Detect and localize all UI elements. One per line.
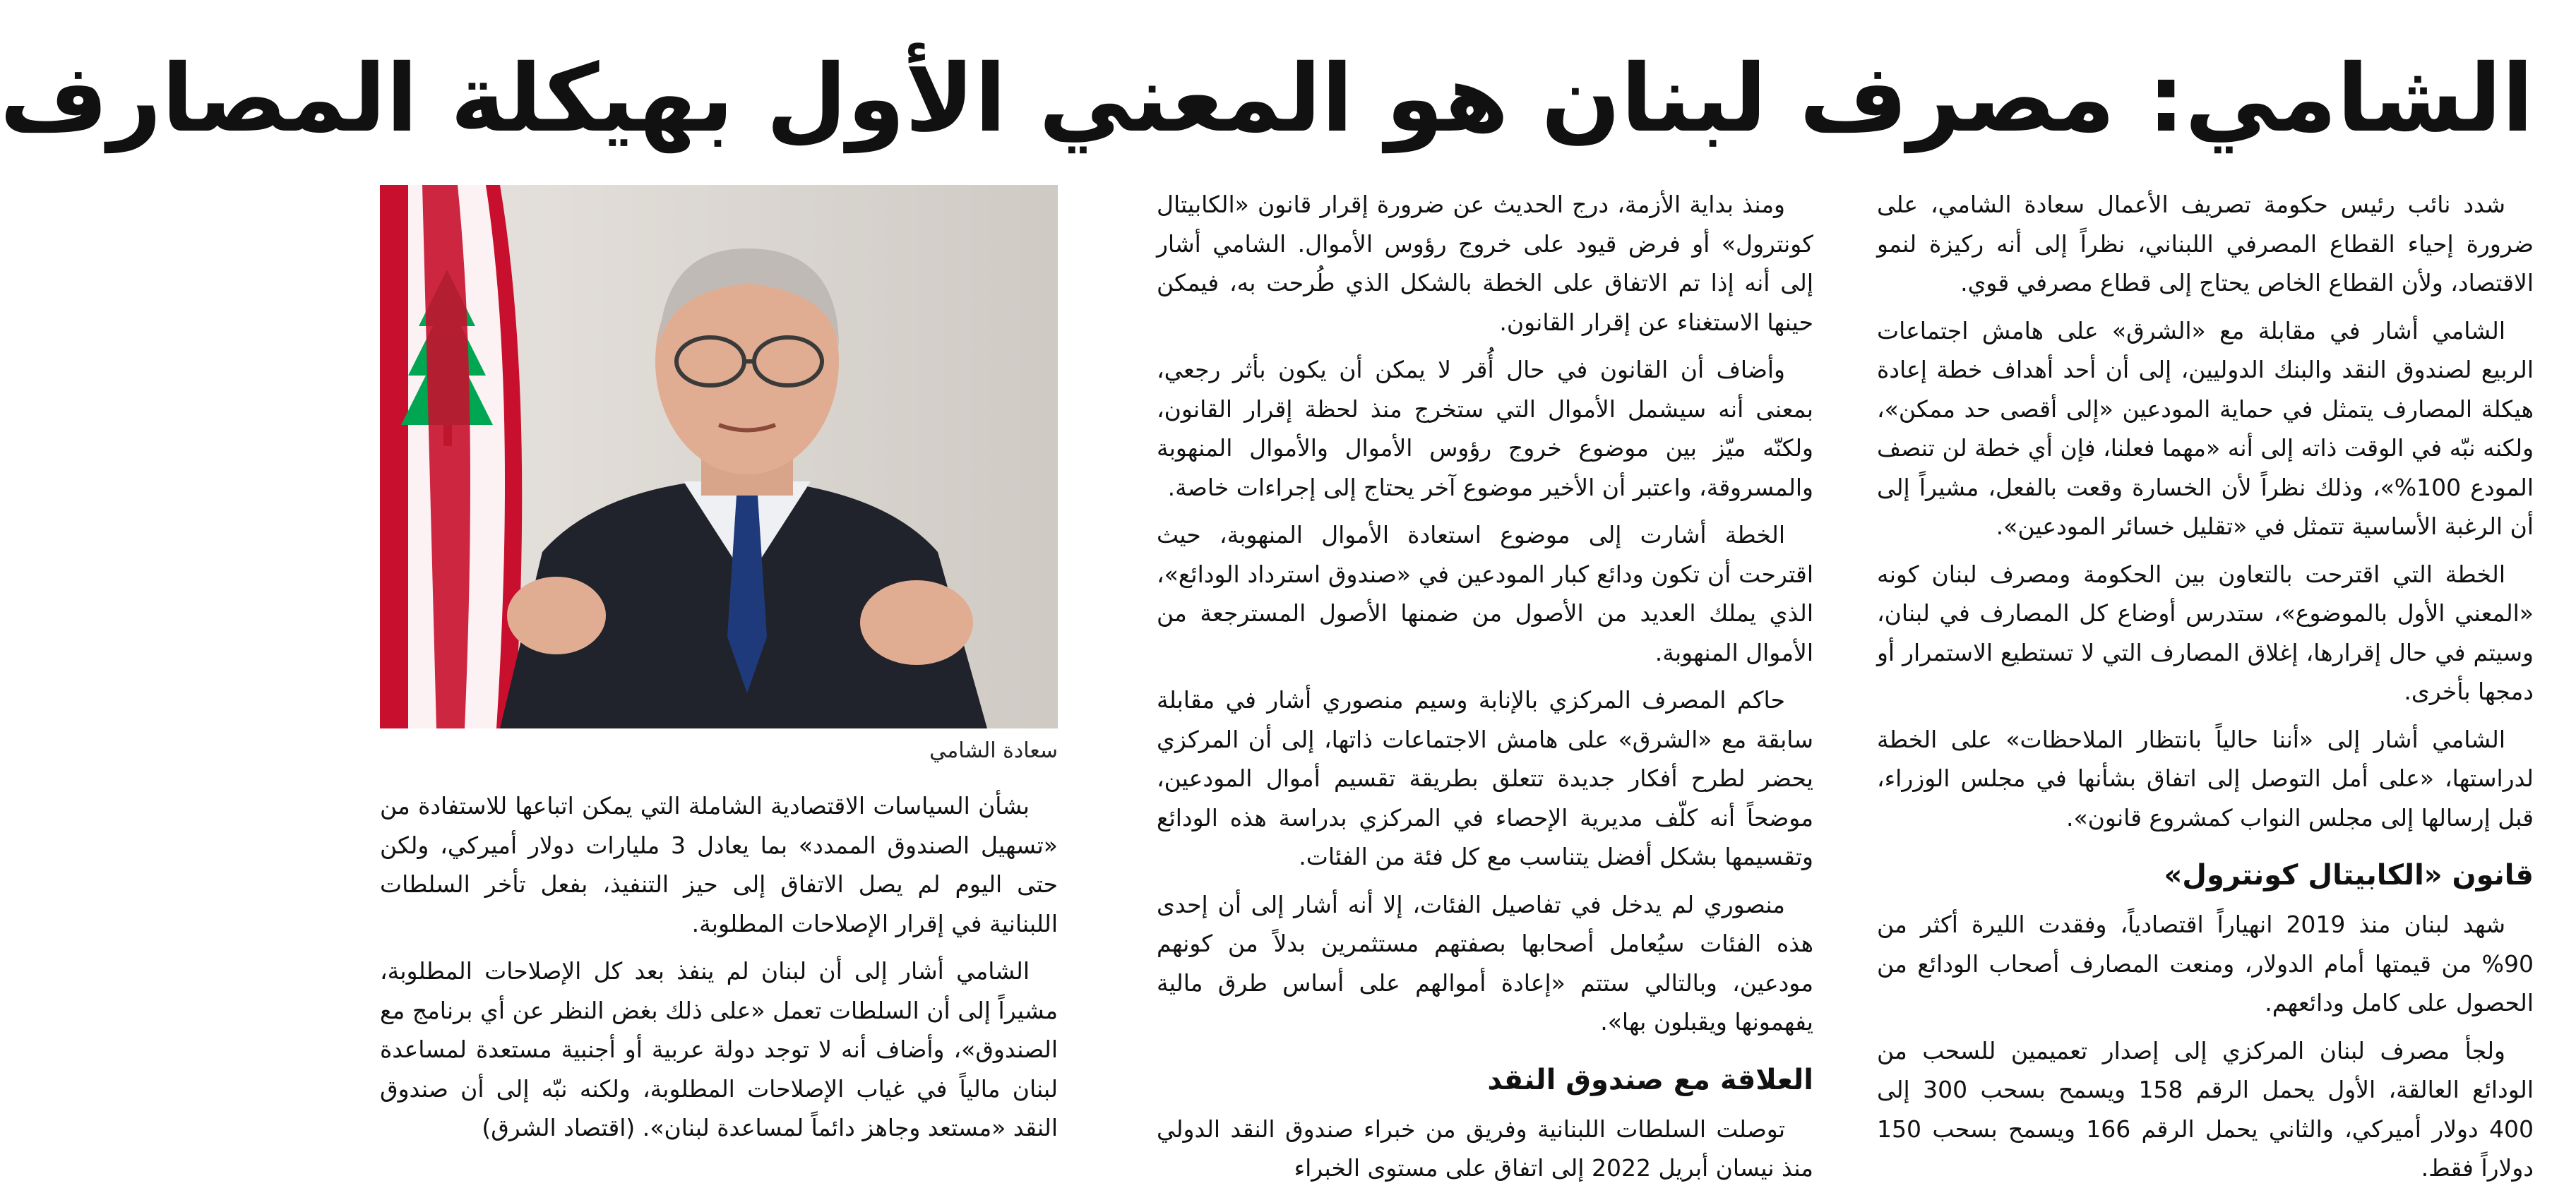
lebanese-flag [380, 185, 522, 728]
article-column-2 [1157, 185, 1813, 1182]
paragraph: الخطة أشارت إلى موضوع استعادة الأموال المنهوبة، حيث اقترحت أن تكون ودائع كبار المودعين في «صندوق استرداد الودائع»، الذي يملك العديد من الأصول من ضمنها الأصول المسترجعة من الأموال المنهوبة. [1157, 521, 1813, 666]
paragraph: حاكم المصرف المركزي بالإنابة وسيم منصوري أشار في مقابلة سابقة مع «الشرق» على هامش الاجتماعات ذاتها، إلى أن المركزي يحضر لطرح أفكار جديدة تتعلق بطريقة تقسيم أموال المودعين، موضحاً أنه كلّف مديرية الإحصاء في المركزي بدراسة هذه الودائع وتقسيمها بشكل أفضل يتناسب مع كل فئة من الفئات. [1157, 686, 1813, 870]
photo-caption: سعادة الشامي [929, 738, 1058, 763]
paragraph: شهد لبنان منذ 2019 انهياراً اقتصادياً، وفقدت الليرة أكثر من 90% من قيمتها أمام الدولار، ومنعت المصارف أصحاب الودائع من الحصول على كامل ودائعهم. [1877, 911, 2534, 1016]
article-column-3 [380, 185, 1058, 1173]
paragraph: منصوري لم يدخل في تفاصيل الفئات، إلا أنه أشار إلى أن إحدى هذه الفئات سيُعامل أصحابها بصفتهم مستثمرين بدلاً من كونهم مودعين، وبالتالي ستتم «إعادة أموالهم على أساس طرق مالية يفهمونها ويقبلون بها». [1157, 890, 1813, 1036]
paragraph: الشامي أشار إلى «أننا حالياً بانتظار الملاحظات» على الخطة لدراستها، «على أمل التوصل إلى اتفاق بشأنها في مجلس الوزراء، قبل إرسالها إلى مجلس النواب كمشروع قانون». [1877, 725, 2534, 832]
section-subhead: قانون «الكابيتال كونترول» [2164, 859, 2534, 892]
portrait-photo [380, 185, 1058, 728]
paragraph: بشأن السياسات الاقتصادية الشاملة التي يمكن اتباعها للاستفادة من «تسهيل الصندوق الممدد» بما يعادل 3 مليارات دولار أميركي، ولكن حتى اليوم لم يصل الاتفاق إلى حيز التنفيذ، بفعل تأخر السلطات اللبنانية في إقرار الإصلاحات المطلوبة. [380, 792, 1058, 937]
portrait-illustration [380, 185, 1058, 728]
headline: الشامي: مصرف لبنان هو المعني الأول بهيكلة المصارف [0, 44, 2534, 153]
paragraph: الشامي أشار إلى أن لبنان لم ينفذ بعد كل الإصلاحات المطلوبة، مشيراً إلى أن السلطات تعمل «على ذلك بغض النظر عن أي برنامج مع الصندوق»، وأضاف أنه لا توجد دولة عربية أو أجنبية مستعدة لمساعدة لبنان مالياً في غياب الإصلاحات المطلوبة، ولكنه نبّه إلى أن صندوق النقد «مستعد وجاهز دائماً لمساعدة لبنان». (اقتصاد الشرق) [380, 957, 1058, 1141]
paragraph: الشامي أشار في مقابلة مع «الشرق» على هامش اجتماعات الربيع لصندوق النقد والبنك الدوليين، إلى أن أحد أهداف خطة إعادة هيكلة المصارف يتمثل في حماية المودعين «إلى أقصى حد ممكن»، ولكنه نبّه في الوقت ذاته إلى أنه «مهما فعلنا، فإن أي خطة لن تنصف المودع 100%»، وذلك نظراً لأن الخسارة وقعت بالفعل، مشيراً إلى أن الرغبة الأساسية تتمثل في «تقليل خسائر المودعين». [1877, 316, 2534, 540]
section-subhead: العلاقة مع صندوق النقد [1487, 1063, 1813, 1096]
paragraph: ولجأ مصرف لبنان المركزي إلى إصدار تعميمين للسحب من الودائع العالقة، الأول يحمل الرقم 158 ويسمح بسحب 300 إلى 400 دولار أميركي، والثاني يحمل الرقم 166 ويسمح بسحب 150 دولاراً فقط. [1877, 1036, 2534, 1182]
column-3-text [380, 786, 1058, 1156]
paragraph: شدد نائب رئيس حكومة تصريف الأعمال سعادة الشامي، على ضرورة إحياء القطاع المصرفي اللبناني، نظراً إلى أنه ركيزة لنمو الاقتصاد، ولأن القطاع الخاص يحتاج إلى قطاع مصرفي قوي. [1877, 191, 2534, 296]
article-column-1 [1877, 185, 2534, 1182]
paragraph: توصلت السلطات اللبنانية وفريق من خبراء صندوق النقد الدولي منذ نيسان أبريل 2022 إلى اتفاق على مستوى الخبراء [1157, 1115, 1813, 1182]
paragraph: الخطة التي اقترحت بالتعاون بين الحكومة ومصرف لبنان كونه «المعني الأول بالموضوع»، ستدرس أوضاع كل المصارف في لبنان، وسيتم في حال إقرارها، إغلاق المصارف التي لا تستطيع الاستمرار أو دمجها بأخرى. [1877, 560, 2534, 705]
paragraph: وأضاف أن القانون في حال أُقر لا يمكن أن يكون بأثر رجعي، بمعنى أنه سيشمل الأموال التي ستخرج منذ لحظة إقرار القانون، ولكنّه ميّز بين موضوع خروج رؤوس الأموال والأموال المنهوبة والمسروقة، واعتبر أن الأخير موضوع آخر يحتاج إلى إجراءات خاصة. [1157, 356, 1813, 501]
paragraph: ومنذ بداية الأزمة، درج الحديث عن ضرورة إقرار قانون «الكابيتال كونترول» أو فرض قيود على خروج رؤوس الأموال. الشامي أشار إلى أنه إذا تم الاتفاق على الخطة بالشكل الذي طُرحت به، فيمكن حينها الاستغناء عن إقرار القانون. [1157, 191, 1813, 336]
